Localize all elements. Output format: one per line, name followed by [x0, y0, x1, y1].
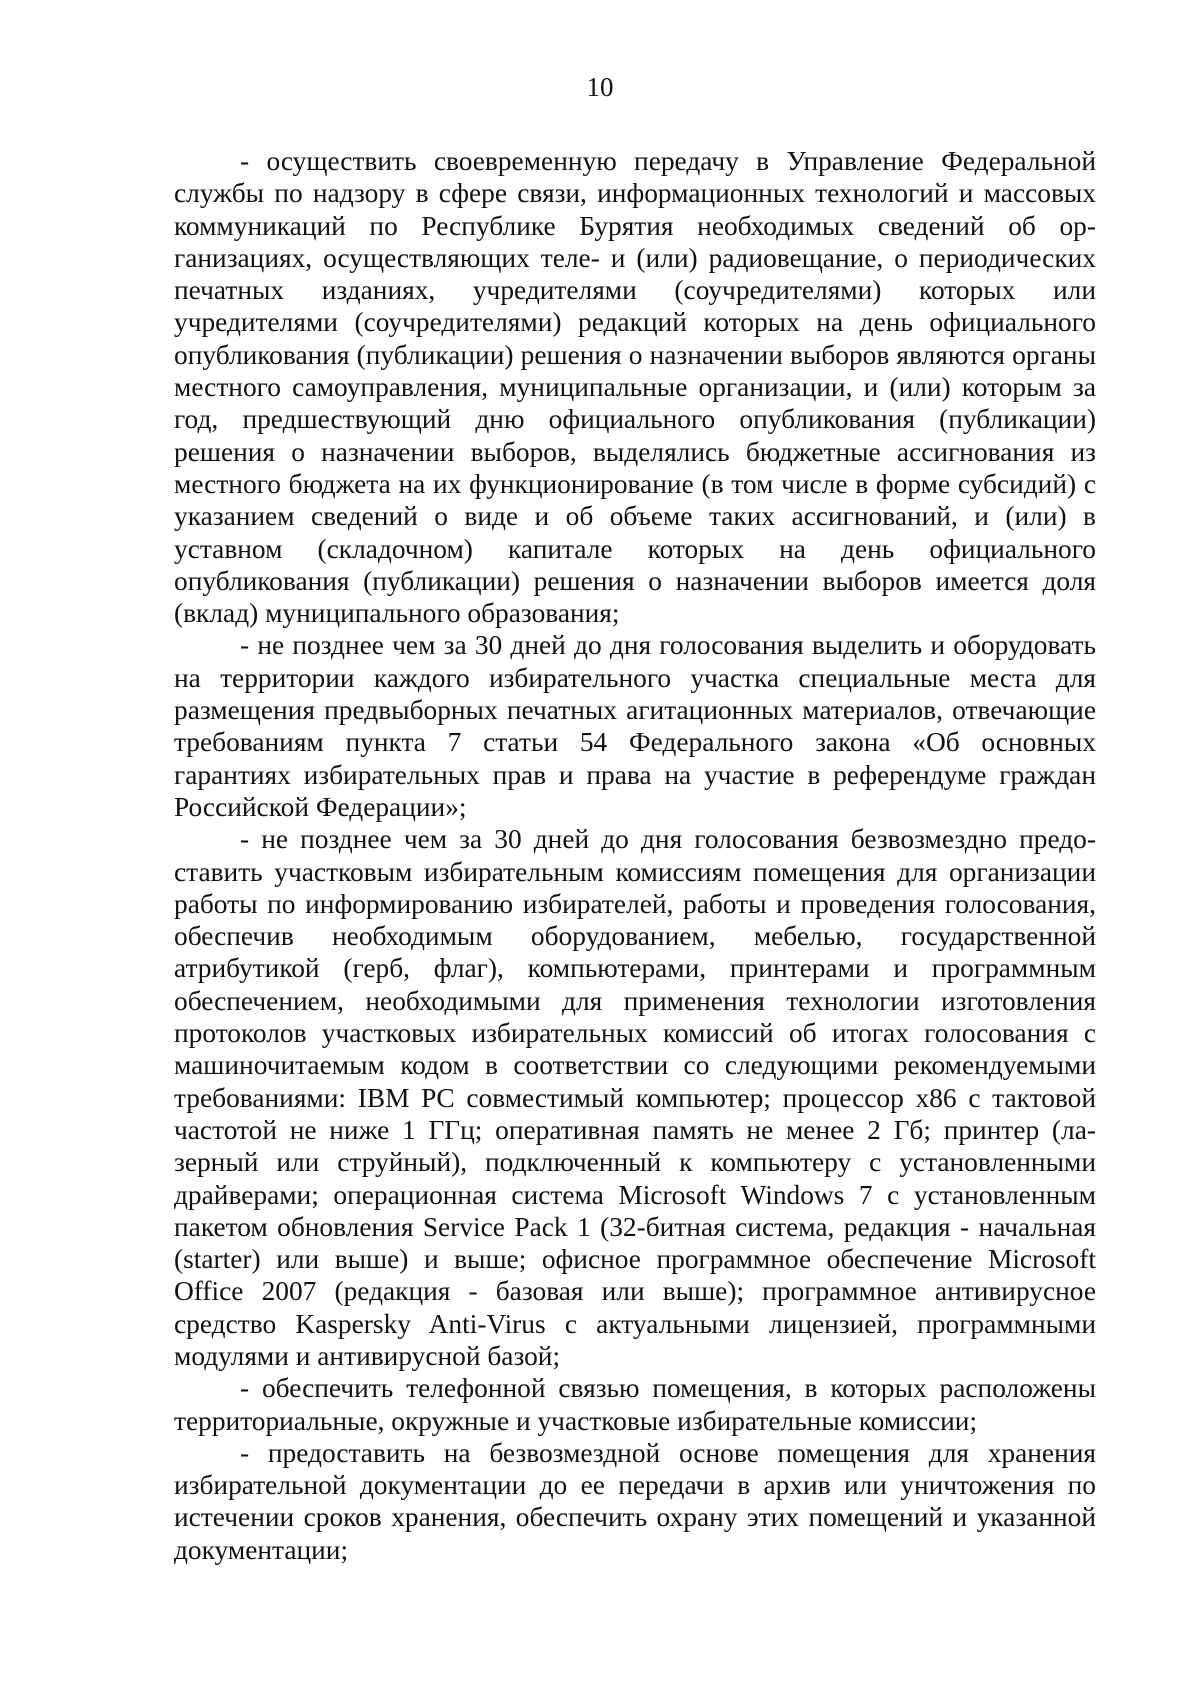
paragraph-precinct-premises-equipment: - не позднее чем за 30 дней до дня голосования безвозмездно предоставить участковым избирательным комиссиям помещения для организации работы по информированию избирателей, работы и проведения голосования, обеспечив необходимым оборудованием, мебелью, государственной атрибутикой (герб, флаг), компьютерами, принтерами и программным обеспечением, необходимыми для применения технологии изготовления протоколов участковых избирательных комиссий об итогах голосования с машиночитаемым кодом в соответствии со следующими рекомендуемыми требованиями: IBM PC совместимый компьютер; процессор x86 с тактовой частотой не ниже 1 ГГц; оперативная память не менее 2 Гб; принтер (лазерный или струйный), подключенный к компьютеру с установленными драйверами; операционная система Microsoft Windows 7 с установленным пакетом обновления Service Pack 1 (32-битная система, редакция - начальная (starter) или выше) и выше; офисное программное обеспечение Microsoft Office 2007 (редакция - базовая или выше); программное антивирусное средство Kaspersky Anti-Virus с актуальными лицензией, программными модулями и антивирусной базой; — [174, 824, 1096, 1371]
paragraph-campaign-material-places: - не позднее чем за 30 дней до дня голосования выделить и оборудовать на территории каждого избирательного участка специальные места для размещения предвыборных печатных агитационных материалов, отвечающие требованиям пункта 7 статьи 54 Федерального закона «Об основных гарантиях избирательных прав и права на участие в референдуме граждан Российской Федерации»; — [174, 630, 1096, 822]
paragraph-document-storage-premises: - предоставить на безвозмездной основе помещения для хранения избирательной документации до ее передачи в архив или уничтожения по истечении сроков хранения, обеспечить охрану этих помещений и указанной документации; — [174, 1437, 1096, 1565]
paragraph-telephone-communication: - обеспечить телефонной связью помещения, в которых расположены территориальные, окружные и участковые избирательные комиссии; — [174, 1373, 1096, 1436]
page-number: 10 — [586, 72, 614, 102]
paragraph-media-info-transfer: - осуществить своевременную передачу в Управление Федеральной службы по надзору в сфере связи, информационных технологий и массовых коммуникаций по Республике Бурятия необходимых сведений об организациях, осуществляющих теле- и (или) радиовещание, о периодических печатных изданиях, учредителями (соучредителями) которых или учредителями (соучредителями) редакций которых на день официального опубликования (публикации) решения о назначении выборов являются органы местного самоуправления, муниципальные организации, и (или) которым за год, предшествующий дню официального опубликования (публикации) решения о назначении выборов, выделялись бюджетные ассигнования из местного бюджета на их функционирование (в том числе в форме субсидий) с указанием сведений о виде и об объеме таких ассигнований, и (или) в уставном (складочном) капитале которых на день официального опубликования (публикации) решения о назначении выборов имеется доля (вклад) муниципального образования; — [174, 146, 1096, 629]
document-body — [174, 145, 1096, 1566]
